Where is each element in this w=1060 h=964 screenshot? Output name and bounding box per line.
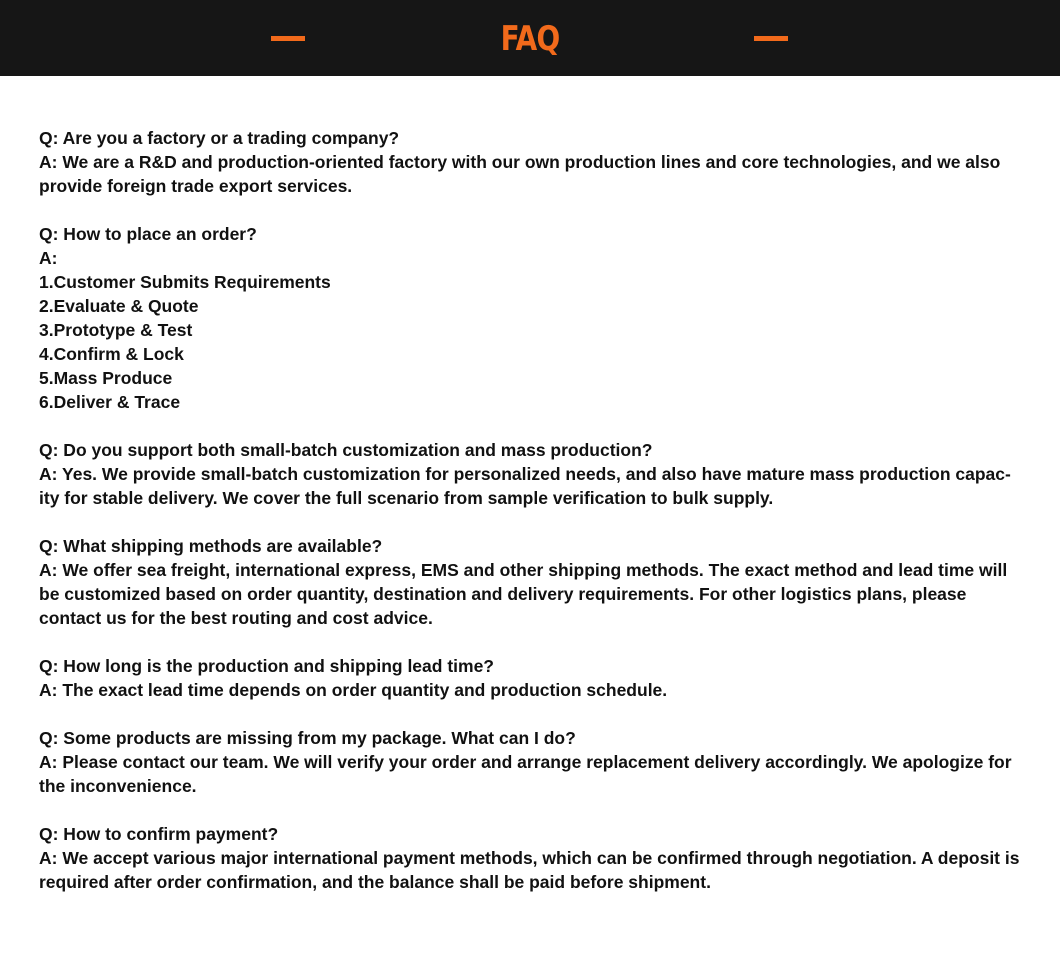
order-step: 3.Prototype & Test — [39, 320, 193, 340]
faq-answer: A: Yes. We provide small-batch customization for personalized needs, and also have mature mass production capac-ity for stable delivery. We cover the full scenario from sample verification to bulk supply. — [39, 464, 1011, 508]
faq-question: Q: How to confirm payment? — [39, 824, 279, 844]
faq-question: Q: Are you a factory or a trading company? — [39, 128, 400, 148]
order-step: 1.Customer Submits Requirements — [39, 272, 331, 292]
faq-item-production — [39, 438, 1024, 510]
faq-answer: A: The exact lead time depends on order quantity and production schedule. — [39, 680, 668, 700]
faq-answer: A: We accept various major international payment methods, which can be confirmed through negotiation. A deposit is required after order confirmation, and the balance shall be paid before shipment. — [39, 848, 1020, 892]
faq-item-lead-time — [39, 654, 1024, 702]
order-step: 6.Deliver & Trace — [39, 392, 181, 412]
order-step: 5.Mass Produce — [39, 368, 173, 388]
faq-header — [0, 0, 1060, 76]
order-step: 2.Evaluate & Quote — [39, 296, 199, 316]
faq-list — [39, 126, 1024, 918]
order-steps-list — [39, 270, 1024, 414]
faq-item-missing-products — [39, 726, 1024, 798]
faq-item-factory — [39, 126, 1024, 198]
faq-question: Q: Some products are missing from my package. What can I do? — [39, 728, 576, 748]
faq-item-order — [39, 222, 1024, 414]
faq-item-shipping — [39, 534, 1024, 630]
page-title: FAQ — [500, 19, 560, 59]
faq-item-payment — [39, 822, 1024, 894]
faq-answer: A: We offer sea freight, international express, EMS and other shipping methods. The exact method and lead time will be customized based on order quantity, destination and delivery requirements. For other logistics plans, please contact us for the best routing and cost advice. — [39, 560, 1008, 628]
order-step: 4.Confirm & Lock — [39, 344, 184, 364]
faq-answer: A: We are a R&D and production-oriented factory with our own production lines and core technologies, and we also provide foreign trade export services. — [39, 152, 1001, 196]
faq-question: Q: What shipping methods are available? — [39, 536, 383, 556]
faq-question: Q: Do you support both small-batch customization and mass production? — [39, 440, 653, 460]
faq-question: Q: How long is the production and shipping lead time? — [39, 656, 494, 676]
faq-answer: A: Please contact our team. We will verify your order and arrange replacement delivery accordingly. We apologize for the inconvenience. — [39, 752, 1012, 796]
right-accent-dash — [754, 36, 788, 41]
faq-answer: A: — [39, 248, 58, 268]
faq-question: Q: How to place an order? — [39, 224, 257, 244]
